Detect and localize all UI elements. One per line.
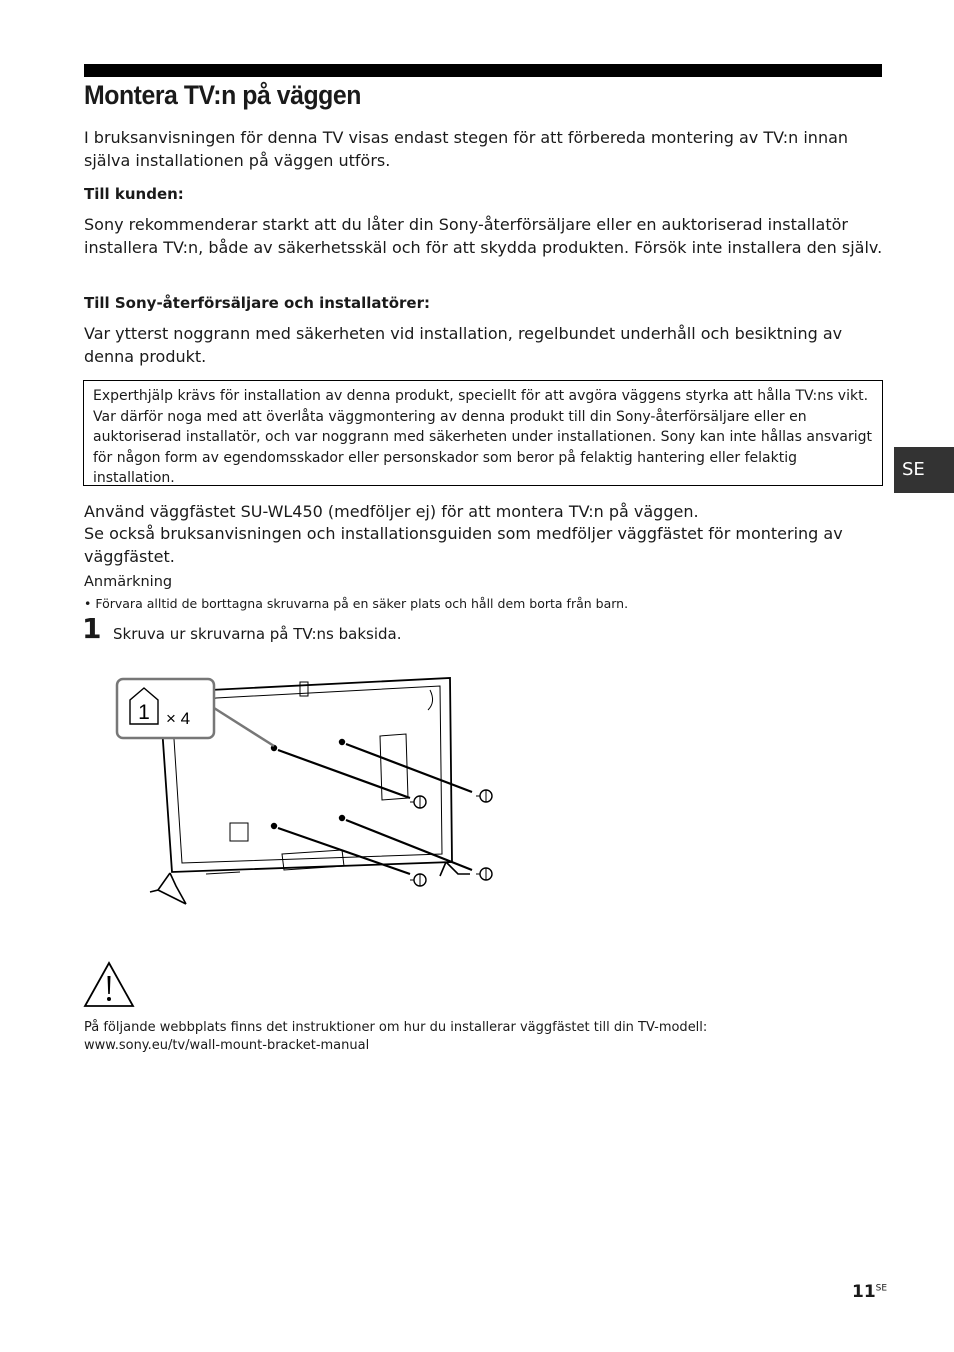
customer-paragraph: Sony rekommenderar starkt att du låter din Sony-återförsäljare eller en auktoriserad installatör installera TV:n, både av säkerhetsskäl och för att skydda produkten. Försök inte installera den själv. [84,215,883,257]
screw-icon [410,796,426,808]
screw-icon [476,868,492,880]
website-text: På följande webbplats finns det instruktioner om hur du installerar väggfästet till din TV-modell: [84,1020,708,1035]
dealer-paragraph: Var ytterst noggrann med säkerheten vid installation, regelbundet underhåll och besiktning av denna produkt. [84,324,843,366]
intro-paragraph: I bruksanvisningen för denna TV visas endast stegen för att förbereda montering av TV:n innan själva installationen på väggen utförs. [84,128,849,170]
page-number: $11^{SE}$ [852,1282,888,1302]
note-heading: Anmärkning [84,574,173,590]
warning-notice-box: Experthjälp krävs för installation av denna produkt, speciellt för att avgöra väggens styrka att hålla TV:ns vikt. Var därför noga med att överlåta väggmontering av denna produkt till din Sony-återförsäljare eller en auktoriserad installatör, och var noggrann med säkerheten under installationen. Sony kan inte hållas ansvarigt för någon form av egendomsskador eller personskador som beror på felaktig hantering eller felaktig installation. [83,380,883,486]
website-url: www.sony.eu/tv/wall-mount-bracket-manual [84,1038,370,1053]
title-rule [84,64,882,77]
note-bullet: • Förvara alltid de borttagna skruvarna på en säker plats och håll dem borta från barn. [84,596,629,611]
screw-hole [340,740,345,745]
step-number: 1 [82,612,102,645]
step-text: Skruva ur skruvarna på TV:ns baksida. [113,625,402,643]
tv-leg-left [150,873,186,904]
screw-hole [272,824,277,829]
bracket-line-1: Använd väggfästet SU-WL450 (medföljer ej) för att montera TV:n på väggen. [84,502,699,521]
screw-icon [476,790,492,802]
screw-hole [340,816,345,821]
callout-count: × 4 [166,709,191,728]
dealer-heading: Till Sony-återförsäljare och installatörer: [84,294,430,312]
page-title: Montera TV:n på väggen [84,80,361,110]
callout-number: 1 [138,701,150,724]
customer-heading: Till kunden: [84,185,184,203]
warning-triangle-icon [82,960,136,1010]
language-tab: SE [894,447,954,493]
tv-screw-illustration [110,668,510,918]
bracket-line-2: Se också bruksanvisningen och installationsguiden som medföljer väggfästet för montering av väggfästet. [84,524,843,566]
page-number-suffix: SE [875,1283,888,1294]
screw-icon [410,874,426,886]
